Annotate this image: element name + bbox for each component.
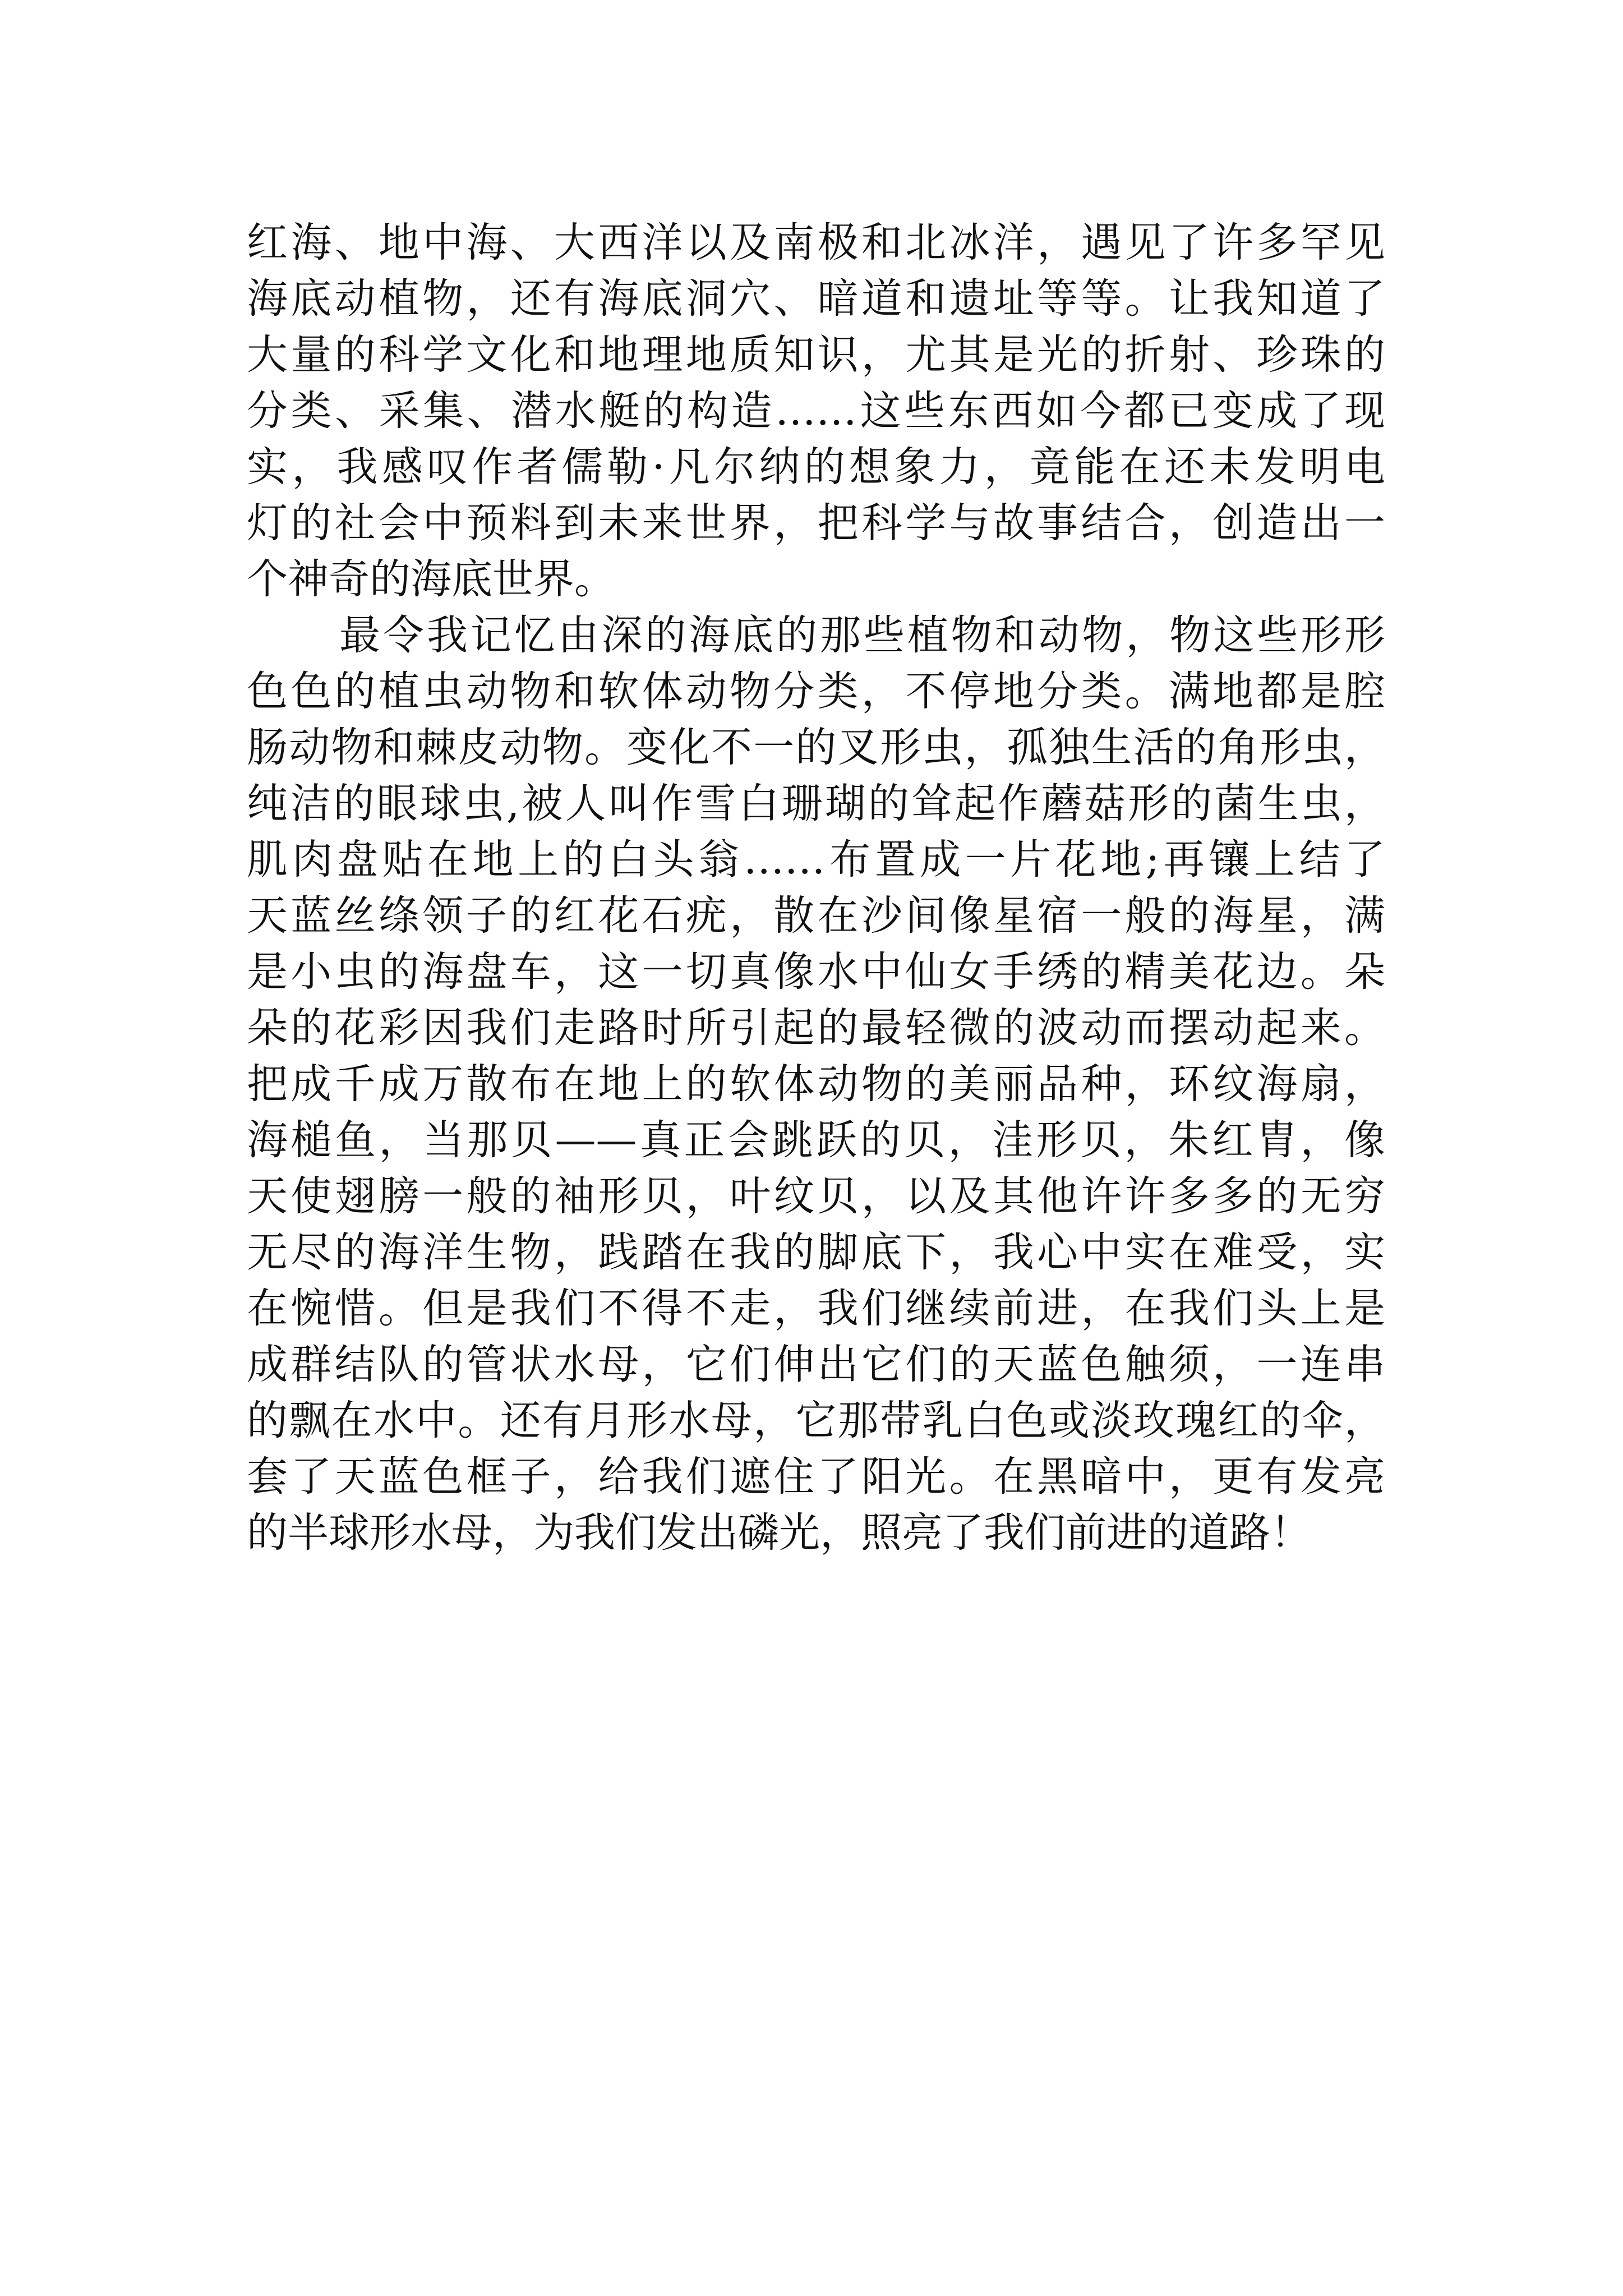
text-line: 最令我记忆由深的海底的那些植物和动物，物这些形形 — [339, 611, 1385, 659]
text-line: 套了天蓝色框子，给我们遮住了阳光。在黑暗中，更有发亮 — [247, 1453, 1385, 1501]
text-line: 海槌鱼，当那贝——真正会跳跃的贝，洼形贝，朱红胄，像 — [247, 1116, 1385, 1164]
text-line: 肌肉盘贴在地上的白头翁……布置成一片花地;再镶上结了 — [247, 836, 1385, 884]
text-line: 天蓝丝绦领子的红花石疣，散在沙间像星宿一般的海星，满 — [247, 892, 1385, 940]
text-line: 肠动物和棘皮动物。变化不一的叉形虫，孤独生活的角形虫， — [247, 724, 1385, 771]
document-body — [247, 215, 1385, 1561]
text-line: 分类、采集、潜水艇的构造……这些东西如今都已变成了现 — [247, 387, 1385, 435]
text-line: 成群结队的管状水母，它们伸出它们的天蓝色触须，一连串 — [247, 1341, 1385, 1388]
text-line: 的飘在水中。还有月形水母，它那带乳白色或淡玫瑰红的伞， — [247, 1397, 1385, 1444]
paragraph-1 — [247, 215, 1385, 608]
text-line: 个神奇的海底世界。 — [247, 555, 615, 603]
text-line: 天使翅膀一般的袖形贝，叶纹贝，以及其他许许多多的无穷 — [247, 1172, 1385, 1220]
text-line: 灯的社会中预料到未来世界，把科学与故事结合，创造出一 — [247, 499, 1385, 547]
text-line: 纯洁的眼球虫,被人叫作雪白珊瑚的耸起作蘑菇形的菌生虫， — [247, 780, 1385, 827]
text-line: 朵的花彩因我们走路时所引起的最轻微的波动而摆动起来。 — [247, 1004, 1385, 1052]
text-line: 在惋惜。但是我们不得不走，我们继续前进，在我们头上是 — [247, 1285, 1385, 1332]
text-line: 色色的植虫动物和软体动物分类，不停地分类。满地都是腔 — [247, 668, 1385, 715]
text-line: 的半球形水母，为我们发出磷光，照亮了我们前进的道路！ — [247, 1509, 1311, 1557]
text-line: 海底动植物，还有海底洞穴、暗道和遗址等等。让我知道了 — [247, 275, 1385, 323]
text-line: 大量的科学文化和地理地质知识，尤其是光的折射、珍珠的 — [247, 331, 1385, 379]
text-line: 红海、地中海、大西洋以及南极和北冰洋，遇见了许多罕见 — [247, 219, 1385, 266]
text-line: 无尽的海洋生物，践踏在我的脚底下，我心中实在难受，实 — [247, 1228, 1385, 1276]
text-line: 把成千成万散布在地上的软体动物的美丽品种，环纹海扇， — [247, 1060, 1385, 1108]
paragraph-2 — [247, 608, 1385, 1561]
text-line: 实，我感叹作者儒勒·凡尔纳的想象力，竟能在还未发明电 — [247, 443, 1385, 491]
text-line: 是小虫的海盘车，这一切真像水中仙女手绣的精美花边。朵 — [247, 948, 1385, 996]
